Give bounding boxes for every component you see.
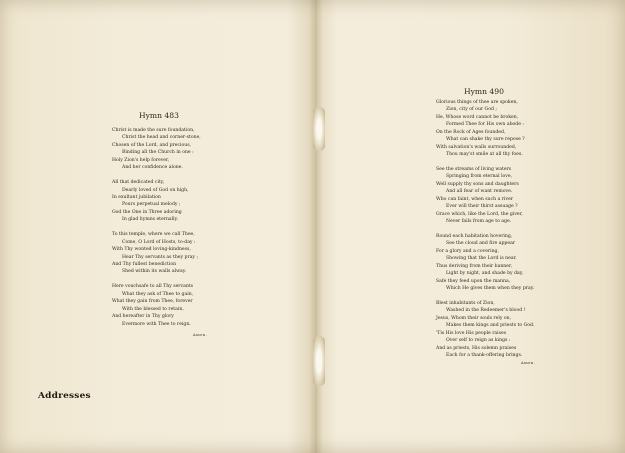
hymn-line: God the One in Three adoring <box>112 209 182 215</box>
hymn-line: Ever will their thirst assuage ? <box>446 204 518 210</box>
hymn-line: Glorious things of thee are spoken, <box>436 100 518 105</box>
hymn-stanza <box>436 300 534 360</box>
hymn-line: Zion, city of our God ; <box>446 107 497 113</box>
hymn-line: For a glory and a covering, <box>436 248 499 254</box>
hymn-line: What they ask of Thee to gain, <box>122 291 194 297</box>
hymn-line: What can shake thy sure repose ? <box>446 137 525 143</box>
right-page <box>318 0 625 453</box>
hymn-title: Hymn 490 <box>464 87 504 96</box>
hymn-stanza <box>112 231 201 276</box>
hymn-line: What they gain from Thee, forever <box>112 299 193 305</box>
hymn-line: In glad hymns eternally. <box>122 217 179 223</box>
hymn-line: Never fails from age to age. <box>446 219 512 225</box>
hymn-line: Binding all the Church in one : <box>122 150 194 156</box>
hymn-stanza <box>112 179 201 224</box>
hymn-stanza <box>436 233 534 293</box>
hymn-line: Here vouchsafe to all Thy servants <box>112 284 193 290</box>
hymn-line: Come, O Lord of Hosts, to-day : <box>122 239 196 245</box>
hymn-line: Light by night, and shade by day, <box>446 271 524 277</box>
hymn-line: With the blessed to retain, <box>122 306 184 312</box>
hymn-line: Evermore with Thee to reign. <box>122 321 191 327</box>
amen-label: Amen. <box>193 333 208 337</box>
section-heading: Addresses <box>38 391 91 401</box>
hymn-line: Springing from eternal love, <box>446 174 513 180</box>
hymn-body <box>112 127 201 336</box>
hymn-line: Each for a thank-offering brings. <box>446 353 523 359</box>
hymn-line: Showing that the Lord is near. <box>446 256 517 262</box>
hymn-line: Formed Thee for His own abode : <box>446 122 524 128</box>
hymn-line: Chosen of the Lord, and precious, <box>112 142 192 148</box>
hymn-line: Over self to reign as kings : <box>446 338 511 344</box>
hymn-line: Who can faint, when such a river <box>436 196 513 202</box>
hymn-line: And her confidence alone. <box>122 165 183 171</box>
hymn-line: Christ the head and corner-stone, <box>122 135 201 141</box>
hymn-line: Washed in the Redeemer's blood ! <box>446 308 526 314</box>
left-page <box>0 0 312 453</box>
hymn-line: See the streams of living waters <box>436 167 512 172</box>
hymn-line: Dearly loved of God on high, <box>122 187 189 193</box>
hymn-line: Blest inhabitants of Zion, <box>436 301 495 306</box>
hymn-line: Safe they feed upon the manna, <box>436 278 511 284</box>
hymn-title: Hymn 483 <box>139 111 179 120</box>
hymn-line: And hereafter in Thy glory <box>112 314 174 320</box>
hymn-line: Jesus, Whom their souls rely on, <box>436 315 512 321</box>
hymn-body <box>436 99 534 367</box>
hymn-line: On the Rock of Ages founded, <box>436 129 506 135</box>
hymn-line: 'Tis His love His people raises <box>436 330 507 336</box>
hymn-line: Grace which, like the Lord, the giver, <box>436 211 523 217</box>
hymn-line: And Thy fullest benediction <box>112 262 177 267</box>
hymn-line: Hear Thy servants as they pray ; <box>122 254 199 260</box>
hymn-line: Thou may'st smile at all thy foes. <box>446 152 523 158</box>
hymn-line: See the cloud and fire appear <box>446 241 516 247</box>
hymn-stanza <box>112 127 201 172</box>
hymn-line: In exultant jubilation <box>112 195 161 200</box>
hymn-line: To this temple, where we call Thee, <box>112 232 195 238</box>
hymn-line: And as priests, His solemn praises <box>436 345 517 351</box>
hymn-line: And all fear of want remove. <box>446 189 513 195</box>
hymn-line: Shed within its walls alway. <box>122 269 187 275</box>
hymn-line: Round each habitation hovering, <box>436 234 513 239</box>
hymn-line: Makes them kings and priests to God. <box>446 323 535 329</box>
hymn-stanza <box>112 283 201 328</box>
hymn-stanza <box>436 166 534 226</box>
hymn-line: Well supply thy sons and daughters <box>436 181 519 187</box>
hymn-line: Christ is made the sure foundation, <box>112 128 195 133</box>
hymn-line: He, Whose word cannot be broken, <box>436 114 519 120</box>
amen-label: Amen. <box>521 361 536 365</box>
hymn-line: Thus deriving from their banner, <box>436 263 513 269</box>
hymn-line: Holy Zion's help forever, <box>112 157 170 163</box>
hymn-line: With Thy wonted loving-kindness, <box>112 247 191 253</box>
hymn-line: All that dedicated city, <box>112 180 165 186</box>
hymn-stanza <box>436 99 534 159</box>
hymn-line: Pours perpetual melody ; <box>122 202 181 208</box>
hymn-line: With salvation's walls surrounded, <box>436 144 517 150</box>
hymn-line: Which He gives them when they pray. <box>446 286 535 292</box>
